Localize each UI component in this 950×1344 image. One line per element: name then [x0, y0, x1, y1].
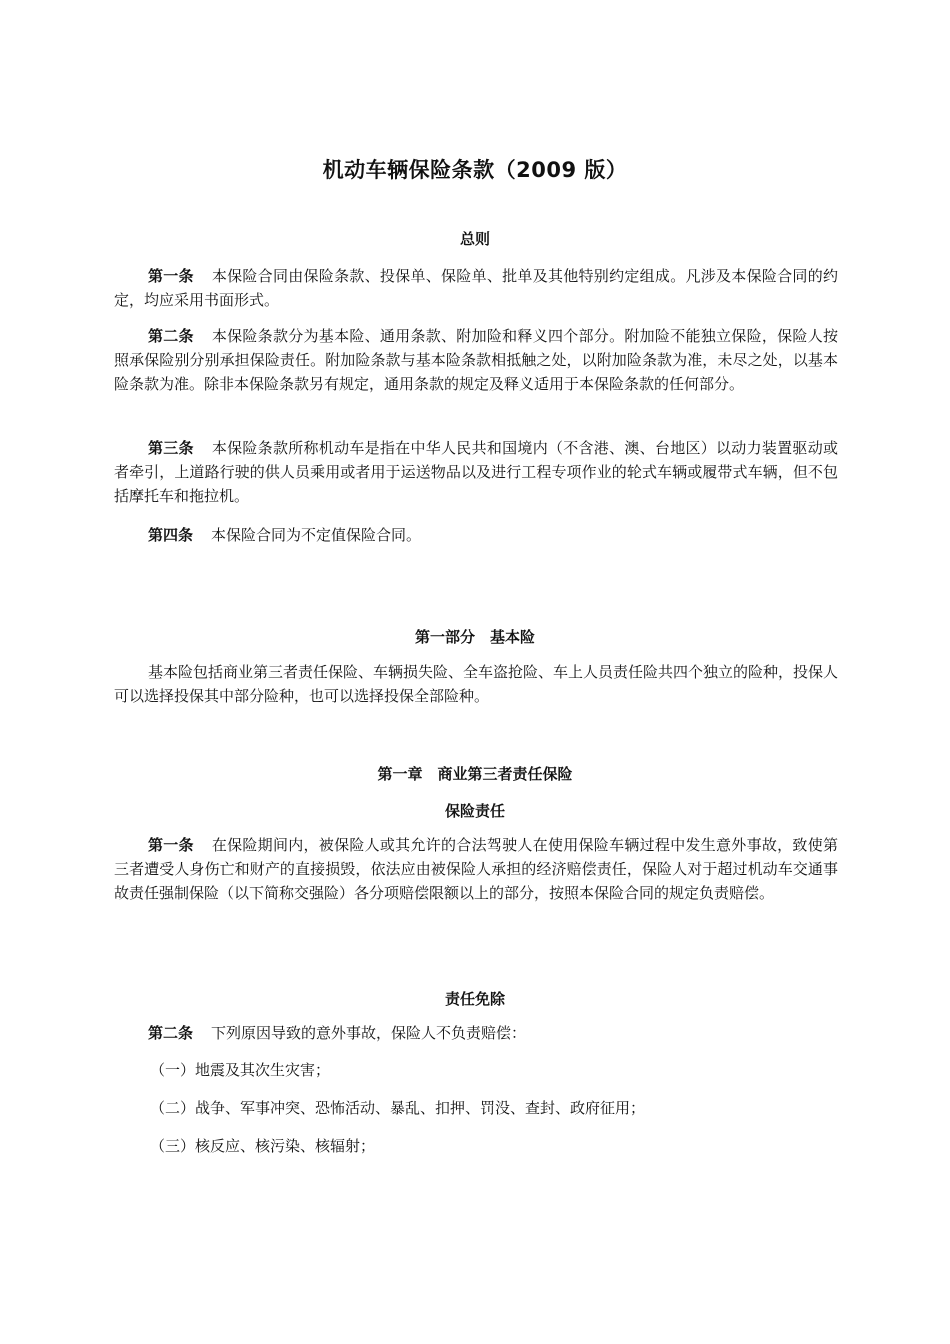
exclusions-article-2: [114, 1021, 838, 1045]
liability-heading: 保险责任: [444, 802, 505, 820]
article-text: 在保险期间内，被保险人或其允许的合法驾驶人在使用保险车辆过程中发生意外事故，致使第三者遭受人身伤亡和财产的直接损毁，依法应由被保险人承担的经济赔偿责任，保险人对于超过机动车交通事故责任强制保险（以下简称交强险）各分项赔偿限额以上的部分，按照本保险合同的规定负责赔偿。: [114, 836, 838, 902]
part-one-heading: 第一部分 基本险: [414, 628, 535, 646]
article-text: 本保险合同由保险条款、投保单、保险单、批单及其他特别约定组成。凡涉及本保险合同的约定，均应采用书面形式。: [114, 267, 838, 309]
exclusion-item: （三）核反应、核污染、核辐射；: [150, 1137, 376, 1155]
article-label: 第三条: [148, 439, 194, 457]
article-label: 第一条: [148, 267, 194, 285]
article-text: 本保险条款所称机动车是指在中华人民共和国境内（不含港、澳、台地区）以动力装置驱动或者牵引，上道路行驶的供人员乘用或者用于运送物品以及进行工程专项作业的轮式车辆或履带式车辆，但不包括摩托车和拖拉机。: [114, 439, 838, 505]
article-text: 本保险条款分为基本险、通用条款、附加险和释义四个部分。附加险不能独立保险，保险人按照承保险别分别承担保险责任。附加险条款与基本险条款相抵触之处，以附加险条款为准，未尽之处，以基本险条款为准。除非本保险条款另有规定，通用条款的规定及释义适用于本保险条款的任何部分。: [114, 327, 838, 393]
article-label: 第二条: [148, 1024, 194, 1042]
liability-article-1: [114, 833, 838, 905]
part-one-intro: 基本险包括商业第三者责任保险、车辆损失险、全车盗抢险、车上人员责任险共四个独立的险种，投保人可以选择投保其中部分险种，也可以选择投保全部险种。: [114, 663, 839, 705]
exclusions-heading: 责任免除: [444, 990, 505, 1008]
document-title: 机动车辆保险条款（2009 版）: [322, 158, 628, 182]
article-text: 本保险合同为不定值保险合同。: [211, 526, 422, 544]
article-label: 第一条: [148, 836, 194, 854]
article-label: 第四条: [148, 526, 194, 544]
article-text: 下列原因导致的意外事故，保险人不负责赔偿：: [211, 1024, 527, 1042]
general-heading: 总则: [459, 230, 490, 248]
general-article-4: [114, 523, 838, 547]
exclusion-item: （一）地震及其次生灾害；: [150, 1061, 331, 1079]
general-article-3: [114, 436, 838, 508]
article-label: 第二条: [148, 327, 194, 345]
chapter-one-heading: 第一章 商业第三者责任保险: [377, 765, 573, 783]
exclusion-item: （二）战争、军事冲突、恐怖活动、暴乱、扣押、罚没、查封、政府征用；: [150, 1099, 646, 1117]
general-article-2: [114, 324, 838, 396]
general-article-1: [114, 264, 838, 312]
